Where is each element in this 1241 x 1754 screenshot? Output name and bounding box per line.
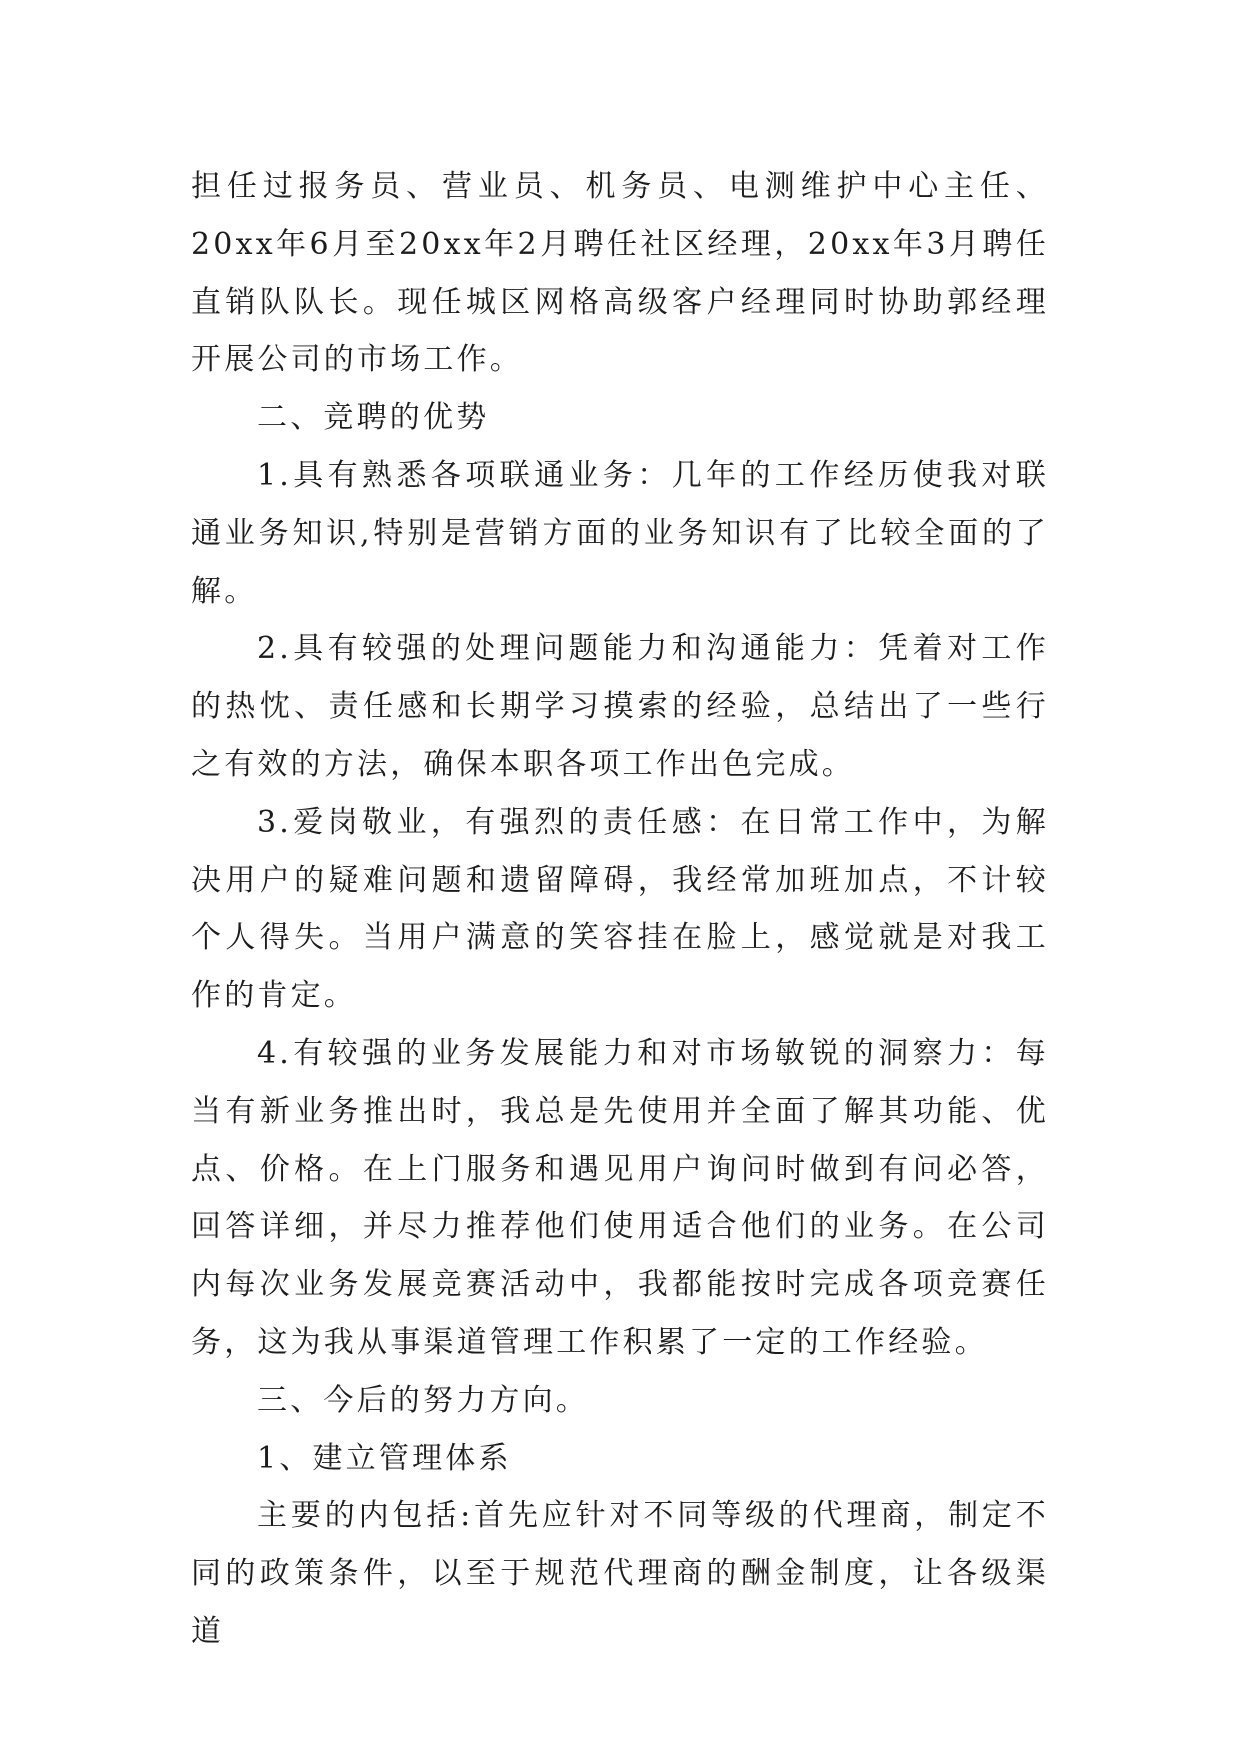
document-body bbox=[191, 158, 1049, 1661]
paragraph-management-content: 主要的内包括:首先应针对不同等级的代理商，制定不同的政策条件，以至于规范代理商的酬金制度，让各级渠道 bbox=[191, 1498, 1049, 1649]
paragraph-work-history: 担任过报务员、营业员、机务员、电测维护中心主任、20xx年6月至20xx年2月聘任社区经理，20xx年3月聘任直销队队长。现任城区网格高级客户经理同时协助郭经理开展公司的市场工作。 bbox=[191, 169, 1049, 378]
paragraph-advantage-1: 1.具有熟悉各项联通业务：几年的工作经历使我对联通业务知识,特别是营销方面的业务知识有了比较全面的了解。 bbox=[191, 457, 1049, 609]
paragraph-advantage-4: 4.有较强的业务发展能力和对市场敏锐的洞察力：每当有新业务推出时，我总是先使用并全面了解其功能、优点、价格。在上门服务和遇见用户询问时做到有问必答，回答详细，并尽力推荐他们使用适合他们的业务。在公司内每次业务发展竞赛活动中，我都能按时完成各项竞赛任务，这为我从事渠道管理工作积累了一定的工作经验。 bbox=[191, 1035, 1049, 1360]
paragraph-advantage-3: 3.爱岗敬业，有强烈的责任感：在日常工作中，为解决用户的疑难问题和遗留障碍，我经常加班加点，不计较个人得失。当用户满意的笑容挂在脸上，感觉就是对我工作的肯定。 bbox=[191, 804, 1049, 1014]
paragraph-advantage-2: 2.具有较强的处理问题能力和沟通能力：凭着对工作的热忱、责任感和长期学习摸索的经验，总结出了一些行之有效的方法，确保本职各项工作出色完成。 bbox=[191, 631, 1049, 782]
section-heading-advantages: 二、竞聘的优势 bbox=[257, 400, 490, 436]
subheading-management-system: 1、建立管理体系 bbox=[257, 1440, 512, 1476]
section-heading-future-direction: 三、今后的努力方向。 bbox=[257, 1382, 589, 1418]
